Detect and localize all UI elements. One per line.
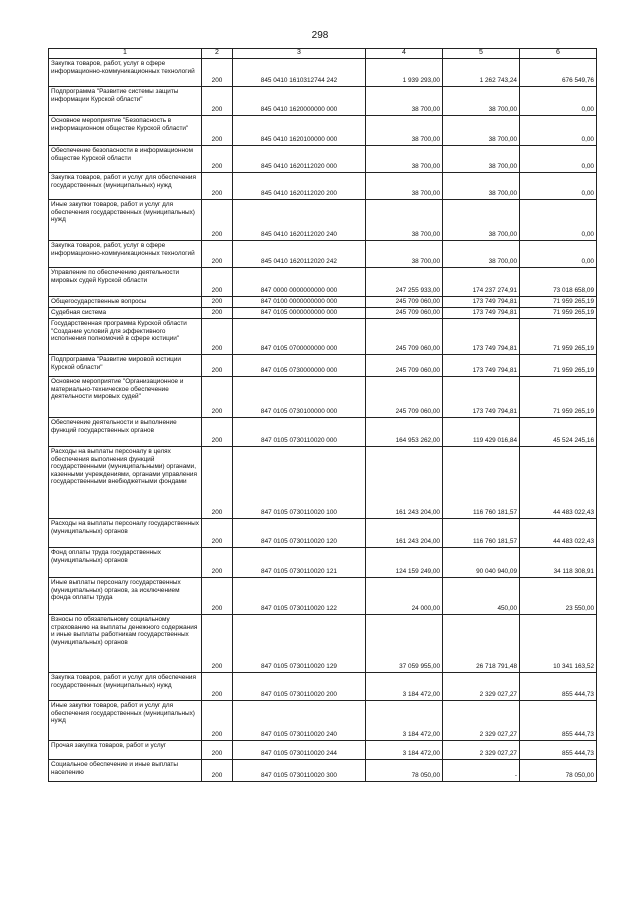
row-value-col6: 676 549,76 bbox=[520, 59, 597, 87]
row-value-col4: 3 184 472,00 bbox=[366, 673, 443, 701]
row-value-col4: 38 700,00 bbox=[366, 200, 443, 241]
row-value-col6: 0,00 bbox=[520, 116, 597, 146]
row-value-col5: 38 700,00 bbox=[443, 173, 520, 200]
row-value-col6: 78 050,00 bbox=[520, 760, 597, 782]
row-value-col5: 2 329 027,27 bbox=[443, 673, 520, 701]
row-name: Закупка товаров, работ, услуг в сфере информационно-коммуникационных технологий bbox=[49, 59, 202, 87]
row-name: Основное мероприятие "Организационное и материально-техническое обеспечение деятельности мировых судей" bbox=[49, 377, 202, 418]
table-row bbox=[49, 673, 597, 701]
table-row bbox=[49, 87, 597, 116]
row-value-col4: 38 700,00 bbox=[366, 241, 443, 268]
row-name: Основное мероприятие "Безопасность в информационном обществе Курской области" bbox=[49, 116, 202, 146]
row-kvr: 200 bbox=[202, 418, 233, 447]
row-name: Взносы по обязательному социальному страхованию на выплаты денежного содержания и иные выплаты работникам государственных (муниципальных) органов bbox=[49, 615, 202, 673]
row-value-col6: 855 444,73 bbox=[520, 741, 597, 760]
row-value-col6: 23 550,00 bbox=[520, 578, 597, 615]
header-col-3: 3 bbox=[233, 49, 366, 59]
row-value-col6: 73 018 658,09 bbox=[520, 268, 597, 297]
row-name: Прочая закупка товаров, работ и услуг bbox=[49, 741, 202, 760]
row-value-col4: 161 243 204,00 bbox=[366, 519, 443, 548]
header-col-5: 5 bbox=[443, 49, 520, 59]
table-row bbox=[49, 59, 597, 87]
row-value-col4: 245 709 060,00 bbox=[366, 308, 443, 319]
row-code: 847 0105 0730110020 240 bbox=[233, 701, 366, 741]
header-col-1: 1 bbox=[49, 49, 202, 59]
row-value-col5: 38 700,00 bbox=[443, 146, 520, 173]
table-row bbox=[49, 355, 597, 377]
row-code: 845 0410 1610312744 242 bbox=[233, 59, 366, 87]
table-row bbox=[49, 741, 597, 760]
row-value-col5: 2 329 027,27 bbox=[443, 701, 520, 741]
table-row bbox=[49, 548, 597, 578]
row-kvr: 200 bbox=[202, 519, 233, 548]
row-value-col4: 38 700,00 bbox=[366, 173, 443, 200]
table-row bbox=[49, 701, 597, 741]
row-value-col4: 247 255 933,00 bbox=[366, 268, 443, 297]
row-name: Подпрограмма "Развитие мировой юстиции Курской области" bbox=[49, 355, 202, 377]
table-row bbox=[49, 760, 597, 782]
row-code: 847 0105 0700000000 000 bbox=[233, 319, 366, 355]
row-kvr: 200 bbox=[202, 319, 233, 355]
row-name: Фонд оплаты труда государственных (муниципальных) органов bbox=[49, 548, 202, 578]
row-value-col4: 38 700,00 bbox=[366, 87, 443, 116]
row-name: Закупка товаров, работ и услуг для обеспечения государственных (муниципальных) нужд bbox=[49, 173, 202, 200]
header-col-2: 2 bbox=[202, 49, 233, 59]
row-code: 847 0105 0730110020 121 bbox=[233, 548, 366, 578]
table-row bbox=[49, 447, 597, 519]
row-value-col5: 450,00 bbox=[443, 578, 520, 615]
row-value-col6: 45 524 245,16 bbox=[520, 418, 597, 447]
table-row bbox=[49, 173, 597, 200]
row-code: 847 0105 0000000000 000 bbox=[233, 308, 366, 319]
row-code: 845 0410 1620100000 000 bbox=[233, 116, 366, 146]
row-value-col4: 245 709 060,00 bbox=[366, 319, 443, 355]
row-value-col4: 245 709 060,00 bbox=[366, 377, 443, 418]
row-value-col4: 3 184 472,00 bbox=[366, 701, 443, 741]
table-row bbox=[49, 519, 597, 548]
row-value-col6: 0,00 bbox=[520, 87, 597, 116]
row-value-col6: 71 959 265,19 bbox=[520, 377, 597, 418]
row-code: 847 0105 0730110020 000 bbox=[233, 418, 366, 447]
table-row bbox=[49, 377, 597, 418]
row-name: Государственная программа Курской области "Создание условий для эффективного исполнения полномочий в сфере юстиции" bbox=[49, 319, 202, 355]
row-kvr: 200 bbox=[202, 308, 233, 319]
row-value-col5: 119 429 016,84 bbox=[443, 418, 520, 447]
row-name: Расходы на выплаты персоналу государственных (муниципальных) органов bbox=[49, 519, 202, 548]
table-row bbox=[49, 418, 597, 447]
row-name: Обеспечение деятельности и выполнение функций государственных органов bbox=[49, 418, 202, 447]
row-code: 845 0410 1620112020 200 bbox=[233, 173, 366, 200]
row-value-col6: 0,00 bbox=[520, 200, 597, 241]
row-name: Закупка товаров, работ, услуг в сфере информационно-коммуникационных технологий bbox=[49, 241, 202, 268]
row-value-col4: 161 243 204,00 bbox=[366, 447, 443, 519]
row-kvr: 200 bbox=[202, 673, 233, 701]
row-kvr: 200 bbox=[202, 701, 233, 741]
row-value-col4: 245 709 060,00 bbox=[366, 355, 443, 377]
row-kvr: 200 bbox=[202, 760, 233, 782]
header-col-4: 4 bbox=[366, 49, 443, 59]
table-row bbox=[49, 241, 597, 268]
table-row bbox=[49, 116, 597, 146]
row-code: 845 0410 1620000000 000 bbox=[233, 87, 366, 116]
row-value-col6: 71 959 265,19 bbox=[520, 319, 597, 355]
row-value-col5: 1 262 743,24 bbox=[443, 59, 520, 87]
row-value-col4: 24 000,00 bbox=[366, 578, 443, 615]
row-kvr: 200 bbox=[202, 615, 233, 673]
row-value-col4: 38 700,00 bbox=[366, 146, 443, 173]
row-value-col5: 116 760 181,57 bbox=[443, 519, 520, 548]
row-name: Подпрограмма "Развитие системы защиты информации Курской области" bbox=[49, 87, 202, 116]
row-code: 845 0410 1620112020 242 bbox=[233, 241, 366, 268]
row-name: Судебная система bbox=[49, 308, 202, 319]
row-kvr: 200 bbox=[202, 241, 233, 268]
row-kvr: 200 bbox=[202, 447, 233, 519]
row-value-col4: 37 059 955,00 bbox=[366, 615, 443, 673]
header-row bbox=[49, 49, 597, 59]
header-col-6: 6 bbox=[520, 49, 597, 59]
row-name: Иные выплаты персоналу государственных (муниципальных) органов, за исключением фонда оплаты труда bbox=[49, 578, 202, 615]
row-value-col6: 34 118 308,91 bbox=[520, 548, 597, 578]
row-kvr: 200 bbox=[202, 297, 233, 308]
row-code: 847 0100 0000000000 000 bbox=[233, 297, 366, 308]
row-kvr: 200 bbox=[202, 173, 233, 200]
row-code: 847 0105 0730110020 120 bbox=[233, 519, 366, 548]
row-kvr: 200 bbox=[202, 116, 233, 146]
row-value-col5: 38 700,00 bbox=[443, 241, 520, 268]
row-kvr: 200 bbox=[202, 59, 233, 87]
row-value-col6: 44 483 022,43 bbox=[520, 519, 597, 548]
row-value-col4: 78 050,00 bbox=[366, 760, 443, 782]
row-value-col5: 116 760 181,57 bbox=[443, 447, 520, 519]
table-row bbox=[49, 615, 597, 673]
row-code: 847 0105 0730110020 129 bbox=[233, 615, 366, 673]
row-value-col4: 38 700,00 bbox=[366, 116, 443, 146]
table-row bbox=[49, 578, 597, 615]
row-value-col6: 44 483 022,43 bbox=[520, 447, 597, 519]
row-code: 847 0105 0730110020 200 bbox=[233, 673, 366, 701]
row-value-col5: - bbox=[443, 760, 520, 782]
row-value-col5: 173 749 794,81 bbox=[443, 319, 520, 355]
row-value-col6: 0,00 bbox=[520, 146, 597, 173]
row-code: 847 0105 0730100000 000 bbox=[233, 377, 366, 418]
row-code: 847 0105 0730110020 122 bbox=[233, 578, 366, 615]
table-row bbox=[49, 319, 597, 355]
row-kvr: 200 bbox=[202, 200, 233, 241]
row-value-col4: 245 709 060,00 bbox=[366, 297, 443, 308]
row-name: Управление по обеспечению деятельности мировых судей Курской области bbox=[49, 268, 202, 297]
row-value-col6: 71 959 265,19 bbox=[520, 355, 597, 377]
table-row bbox=[49, 268, 597, 297]
row-value-col6: 71 959 265,19 bbox=[520, 308, 597, 319]
row-name: Расходы на выплаты персоналу в целях обеспечения выполнения функций государственными (муниципальными) органами, казенными учреждениями, органами управления государственными внебюджетными фондами bbox=[49, 447, 202, 519]
row-value-col5: 38 700,00 bbox=[443, 200, 520, 241]
row-value-col4: 124 159 249,00 bbox=[366, 548, 443, 578]
row-kvr: 200 bbox=[202, 87, 233, 116]
row-value-col5: 174 237 274,91 bbox=[443, 268, 520, 297]
row-kvr: 200 bbox=[202, 548, 233, 578]
row-code: 847 0000 0000000000 000 bbox=[233, 268, 366, 297]
row-value-col5: 173 749 794,81 bbox=[443, 355, 520, 377]
row-kvr: 200 bbox=[202, 578, 233, 615]
row-code: 847 0105 0730110020 100 bbox=[233, 447, 366, 519]
row-value-col4: 1 939 293,00 bbox=[366, 59, 443, 87]
row-name: Обеспечение безопасности в информационном обществе Курской области bbox=[49, 146, 202, 173]
row-code: 845 0410 1620112020 000 bbox=[233, 146, 366, 173]
row-kvr: 200 bbox=[202, 146, 233, 173]
row-code: 847 0105 0730000000 000 bbox=[233, 355, 366, 377]
row-value-col4: 3 184 472,00 bbox=[366, 741, 443, 760]
row-name: Закупка товаров, работ и услуг для обеспечения государственных (муниципальных) нужд bbox=[49, 673, 202, 701]
row-kvr: 200 bbox=[202, 377, 233, 418]
row-value-col6: 71 959 265,19 bbox=[520, 297, 597, 308]
row-value-col5: 90 040 940,09 bbox=[443, 548, 520, 578]
row-value-col5: 173 749 794,81 bbox=[443, 377, 520, 418]
row-value-col6: 855 444,73 bbox=[520, 673, 597, 701]
table-row bbox=[49, 146, 597, 173]
page-number: 298 bbox=[311, 30, 329, 41]
row-name: Общегосударственные вопросы bbox=[49, 297, 202, 308]
row-value-col5: 173 749 794,81 bbox=[443, 308, 520, 319]
row-value-col6: 10 341 163,52 bbox=[520, 615, 597, 673]
row-value-col6: 855 444,73 bbox=[520, 701, 597, 741]
table-row bbox=[49, 297, 597, 308]
row-code: 847 0105 0730110020 244 bbox=[233, 741, 366, 760]
row-name: Иные закупки товаров, работ и услуг для обеспечения государственных (муниципальных) нужд bbox=[49, 701, 202, 741]
table-row bbox=[49, 200, 597, 241]
row-code: 847 0105 0730110020 300 bbox=[233, 760, 366, 782]
row-code: 845 0410 1620112020 240 bbox=[233, 200, 366, 241]
row-value-col4: 164 953 262,00 bbox=[366, 418, 443, 447]
row-value-col5: 2 329 027,27 bbox=[443, 741, 520, 760]
row-value-col5: 26 718 791,48 bbox=[443, 615, 520, 673]
row-value-col5: 38 700,00 bbox=[443, 87, 520, 116]
row-name: Социальное обеспечение и иные выплаты населению bbox=[49, 760, 202, 782]
row-value-col5: 173 749 794,81 bbox=[443, 297, 520, 308]
row-value-col6: 0,00 bbox=[520, 173, 597, 200]
budget-table bbox=[48, 48, 597, 782]
row-value-col5: 38 700,00 bbox=[443, 116, 520, 146]
row-name: Иные закупки товаров, работ и услуг для обеспечения государственных (муниципальных) нужд bbox=[49, 200, 202, 241]
row-kvr: 200 bbox=[202, 355, 233, 377]
row-kvr: 200 bbox=[202, 741, 233, 760]
row-value-col6: 0,00 bbox=[520, 241, 597, 268]
row-kvr: 200 bbox=[202, 268, 233, 297]
table-row bbox=[49, 308, 597, 319]
